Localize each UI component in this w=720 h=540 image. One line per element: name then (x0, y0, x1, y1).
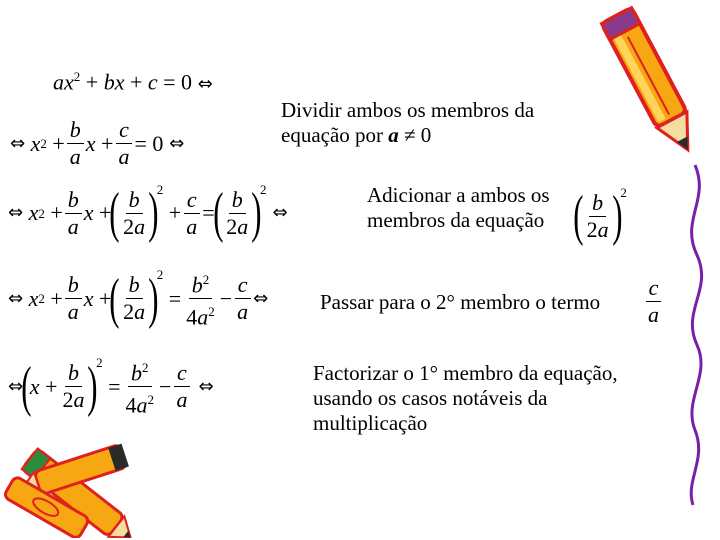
note-add-fraction: ( $\frac{b}{2a}$ ) 2 (573, 184, 627, 247)
squiggle-line-icon (675, 160, 715, 510)
pencil-icon (598, 0, 708, 165)
note-move (320, 290, 600, 315)
note-factor-line1: Factorizar o 1° membro da equação, (313, 361, 618, 385)
note-add-line2: membros da equação (367, 208, 545, 232)
note-divide-var: a (388, 123, 399, 147)
note-factor (313, 361, 618, 436)
note-divide (281, 98, 534, 148)
note-divide-neq: ≠ 0 (398, 123, 432, 147)
equation-4: ⇔ x 2 + $\frac{b}{a}$ x + ( $\frac{b}{2a}$ ) 2 = $\frac{b^2}{4a^2}$ − $\frac{c}{a}$ ⇔ (8, 267, 269, 330)
note-move-fraction: $\frac{c}{a}$ (643, 276, 664, 327)
equation-1: $ax^2$ + bx + c = 0 ⇔ (53, 69, 213, 95)
note-factor-line3: multiplicação (313, 411, 428, 435)
note-divide-line2: equação por (281, 123, 389, 147)
note-divide-line1: Dividir ambos os membros da (281, 98, 535, 122)
pencil-group-icon (0, 430, 150, 538)
equation-2: ⇔ x 2 + $\frac{b}{a}$ x + $\frac{c}{a}$ = 0 ⇔ (10, 117, 185, 169)
equation-5: ⇔ ( x + $\frac{b}{2a}$ ) 2 = $\frac{b^2}{4a^2}$ − $\frac{c}{a}$ ⇔ (8, 355, 214, 418)
equation-3: ⇔ x 2 + $\frac{b}{a}$ x + ( $\frac{b}{2a}$ ) 2 + $\frac{c}{a}$ = ( $\frac{b}{2a}$ ) 2 ⇔ (8, 181, 288, 244)
note-factor-line2: usando os casos notáveis da (313, 386, 548, 410)
note-add (367, 183, 550, 233)
note-move-text: Passar para o 2° membro o termo (320, 290, 601, 314)
note-add-line1: Adicionar a ambos os (367, 183, 550, 207)
